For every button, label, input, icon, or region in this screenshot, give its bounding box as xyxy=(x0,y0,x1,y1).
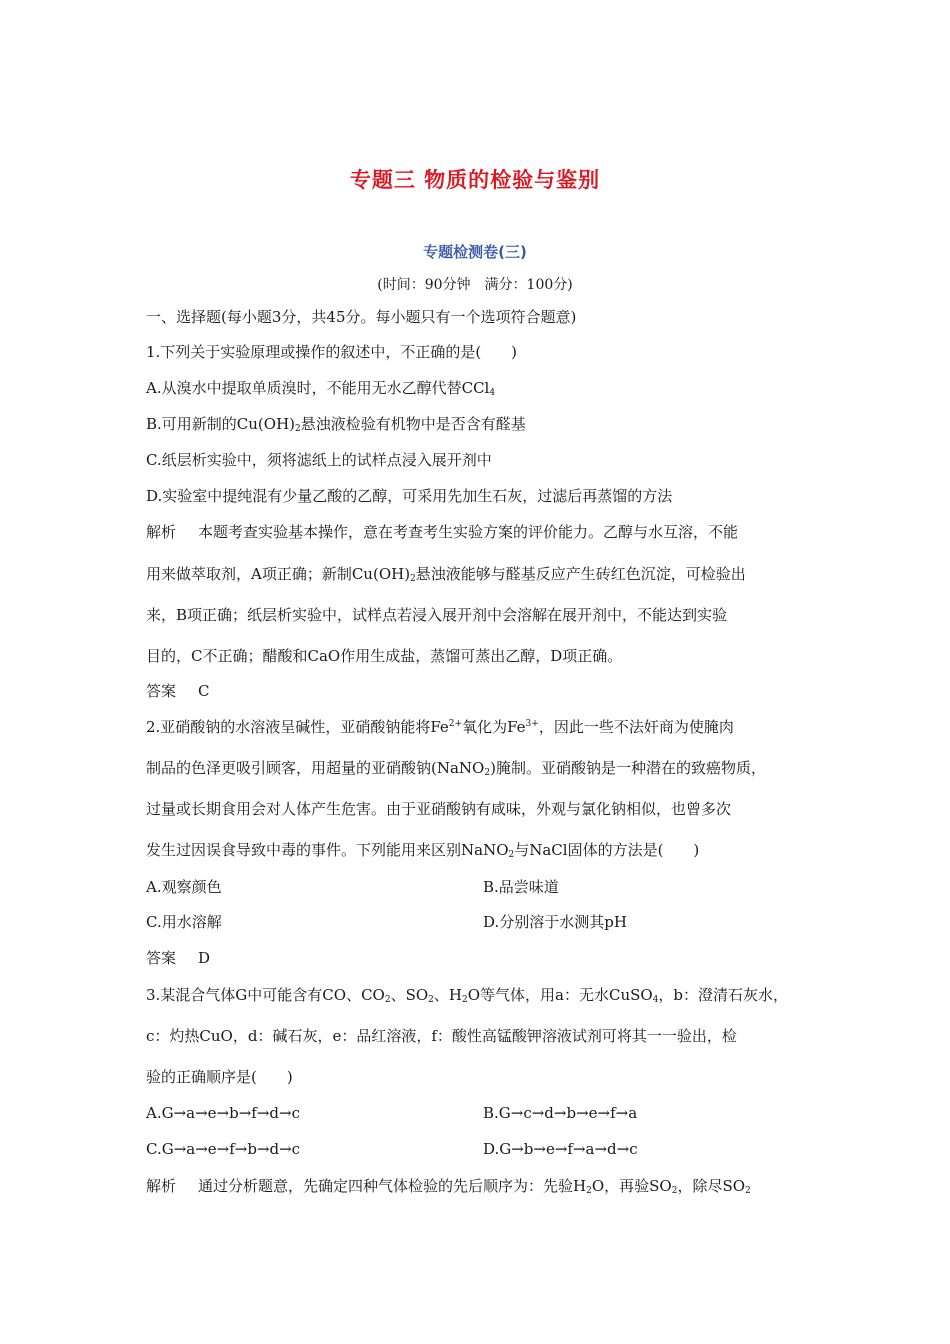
q2-stem-line: 发生过因误食导致中毒的事件。下列能用来区别NaNO$_2$与NaCl固体的方法是( ) xyxy=(146,841,700,860)
q1-analysis-line: 目的，C不正确；醋酸和CaO作用生成盐，蒸馏可蒸出乙醇，D项正确。 xyxy=(146,647,623,665)
q2-option-c: C.用水溶解 xyxy=(146,913,222,931)
answer-label: 答案 xyxy=(146,682,177,700)
q2-option-b: B.品尝味道 xyxy=(483,878,559,896)
page-title: 专题三 物质的检验与鉴别 xyxy=(349,168,601,192)
q3-stem-line: c：灼热CuO，d：碱石灰，e：品红溶液，f：酸性高锰酸钾溶液试剂可将其一一验出，检 xyxy=(146,1027,737,1045)
q2-stem-line: 制品的色泽更吸引顾客，用超量的亚硝酸钠(NaNO$_2$)腌制。亚硝酸钠是一种潜在的致癌物质， xyxy=(146,759,766,778)
q1-analysis-line: 用来做萃取剂，A项正确；新制$Cu(OH)_2$悬浊液能够与醛基反应产生砖红色沉淀，可检验出 xyxy=(146,565,746,584)
q1-option-d: D.实验室中提纯混有少量乙酸的乙醇，可采用先加生石灰，过滤后再蒸馏的方法 xyxy=(146,487,673,505)
q1-option-a: A.从溴水中提取单质溴时，不能用无水乙醇代替CCl$_4$ xyxy=(146,379,496,398)
q1-option-b: B.可用新制的$Cu(OH)_2$悬浊液检验有机物中是否含有醛基 xyxy=(146,415,526,434)
section-heading: 一、选择题(每小题3分，共45分。每小题只有一个选项符合题意) xyxy=(146,308,577,326)
q1-answer: 答案 C xyxy=(146,682,210,700)
q3-option-d: D.G→b→e→f→a→d→c xyxy=(483,1140,638,1158)
q1-analysis-line: 来，B项正确；纸层析实验中，试样点若浸入展开剂中会溶解在展开剂中，不能达到实验 xyxy=(146,606,728,624)
q1-option-c: C.纸层析实验中，须将滤纸上的试样点浸入展开剂中 xyxy=(146,451,492,469)
analysis-label: 解析 xyxy=(146,1177,177,1195)
q1-analysis: 解析 本题考查实验基本操作，意在考查考生实验方案的评价能力。乙醇与水互溶，不能 xyxy=(146,523,739,541)
q2-option-d: D.分别溶于水测其pH xyxy=(483,913,627,931)
q3-option-c: C.G→a→e→f→b→d→c xyxy=(146,1140,301,1158)
q3-option-a: A.G→a→e→b→f→d→c xyxy=(146,1104,300,1122)
q1-stem: 1.下列关于实验原理或操作的叙述中，不正确的是( ) xyxy=(146,343,518,361)
q2-answer: 答案 D xyxy=(146,949,211,967)
q3-stem: 3.某混合气体G中可能含有CO、$CO_2$、$SO_2$、$H_2O$等气体，用a：无水CuSO$_4$，b：澄清石灰水， xyxy=(146,986,789,1005)
analysis-label: 解析 xyxy=(146,523,177,541)
q3-option-b: B.G→c→d→b→e→f→a xyxy=(483,1104,638,1122)
q2-option-a: A.观察颜色 xyxy=(146,878,222,896)
answer-label: 答案 xyxy=(146,949,177,967)
q3-analysis: 解析 通过分析题意，先确定四种气体检验的先后顺序为：先验$H_2O$，再验$SO_2$，除尽$SO_2$ xyxy=(146,1177,751,1196)
q2-stem: 2.亚硝酸钠的水溶液呈碱性，亚硝酸钠能将$Fe^{2+}$氧化为$Fe^{3+}$，因此一些不法奸商为使腌肉 xyxy=(146,718,734,736)
q3-stem-line: 验的正确顺序是( ) xyxy=(146,1068,293,1086)
exam-subtitle: 专题检测卷(三) xyxy=(423,243,527,261)
q2-stem-line: 过量或长期食用会对人体产生危害。由于亚硝酸钠有咸味，外观与氯化钠相似，也曾多次 xyxy=(146,800,732,818)
exam-meta: (时间：90分钟 满分：100分) xyxy=(377,277,573,293)
